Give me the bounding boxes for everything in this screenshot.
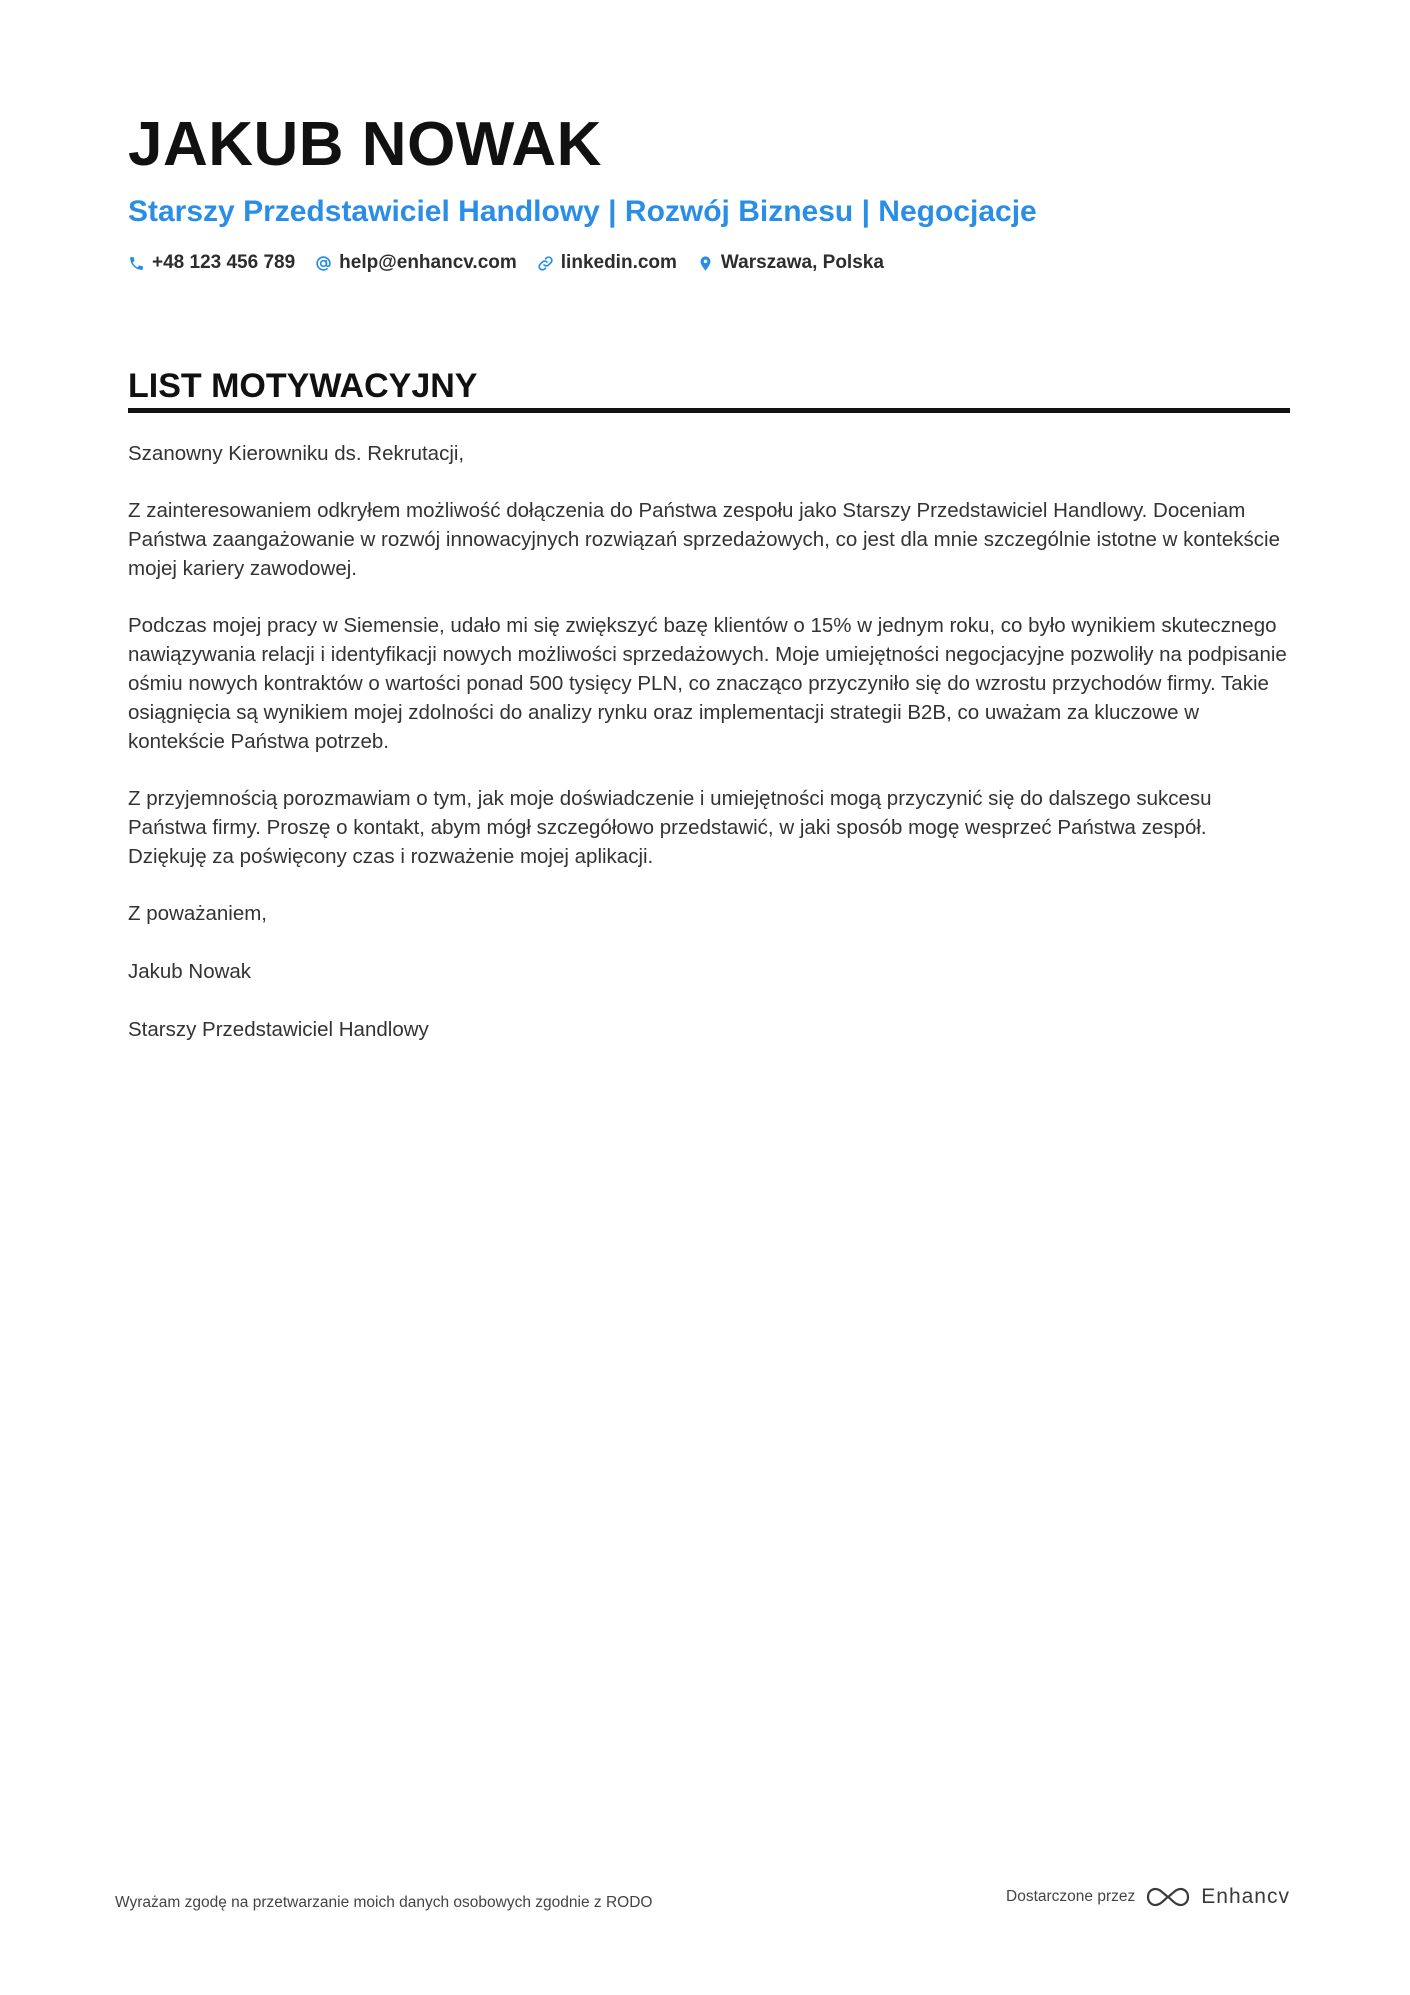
signature-title: Starszy Przedstawiciel Handlowy: [128, 1018, 429, 1041]
letter-paragraph: Z przyjemnością porozmawiam o tym, jak moje doświadczenie i umiejętności mogą przyczynić się do dalszego sukcesu Państwa firmy. Proszę o kontakt, abym mógł szczegółowo przedstawić, w jaki sposób mogę wesprzeć Państwa zespół. Dziękuję za poświęcony czas i rozważenie mojej aplikacji.: [128, 787, 1212, 868]
location-pin-icon: [697, 255, 714, 272]
section-title: LIST MOTYWACYJNY: [128, 366, 1290, 413]
brand-name: Enhancv: [1201, 1885, 1290, 1908]
contact-linkedin[interactable]: [537, 252, 677, 274]
contact-location: [697, 252, 884, 274]
letter-paragraph: Podczas mojej pracy w Siemensie, udało mi się zwiększyć bazę klientów o 15% w jednym roku, co było wynikiem skutecznego nawiązywania relacji i identyfikacji nowych możliwości sprzedażowych. Moje umiejętności negocjacyjne pozwoliły na podpisanie ośmiu nowych kontraktów o wartości ponad 500 tysięcy PLN, co znacząco przyczyniło się do wzrostu przychodów firmy. Takie osiągnięcia są wynikiem mojej zdolności do analizy rynku oraz implementacji strategii B2B, co uważam za kluczowe w kontekście Państwa potrzeb.: [128, 614, 1287, 753]
location-text: Warszawa, Polska: [720, 252, 884, 273]
contact-email[interactable]: [315, 252, 517, 274]
letter-greeting: Szanowny Kierowniku ds. Rekrutacji,: [128, 442, 465, 465]
at-icon: [315, 255, 332, 272]
enhancv-logo-icon: [1145, 1884, 1191, 1910]
letter-paragraph: Z zainteresowaniem odkryłem możliwość dołączenia do Państwa zespołu jako Starszy Przedstawiciel Handlowy. Doceniam Państwa zaangażowanie w rozwój innowacyjnych rozwiązań sprzedażowych, co jest dla mnie szczególnie istotne w kontekście mojej kariery zawodowej.: [128, 499, 1280, 580]
email-text: help@enhancv.com: [339, 252, 517, 273]
gdpr-consent: Wyrażam zgodę na przetwarzanie moich danych osobowych zgodnie z RODO: [115, 1894, 653, 1911]
link-icon: [537, 255, 554, 272]
signature-name: Jakub Nowak: [128, 960, 252, 983]
phone-text: +48 123 456 789: [152, 252, 296, 273]
candidate-headline: Starszy Przedstawiciel Handlowy | Rozwój Biznesu | Negocjacje: [128, 195, 1037, 228]
contact-phone[interactable]: [128, 252, 295, 274]
letter-closing: Z poważaniem,: [128, 902, 268, 925]
phone-icon: [128, 255, 145, 272]
contact-bar: [128, 252, 1290, 274]
powered-by-label: Dostarczone przez: [1006, 1888, 1136, 1905]
powered-by[interactable]: [1006, 1884, 1290, 1910]
candidate-name: JAKUB NOWAK: [128, 110, 602, 179]
letter-body: [128, 439, 1290, 1044]
linkedin-text: linkedin.com: [560, 252, 677, 273]
cover-letter-page: [128, 110, 1290, 1073]
